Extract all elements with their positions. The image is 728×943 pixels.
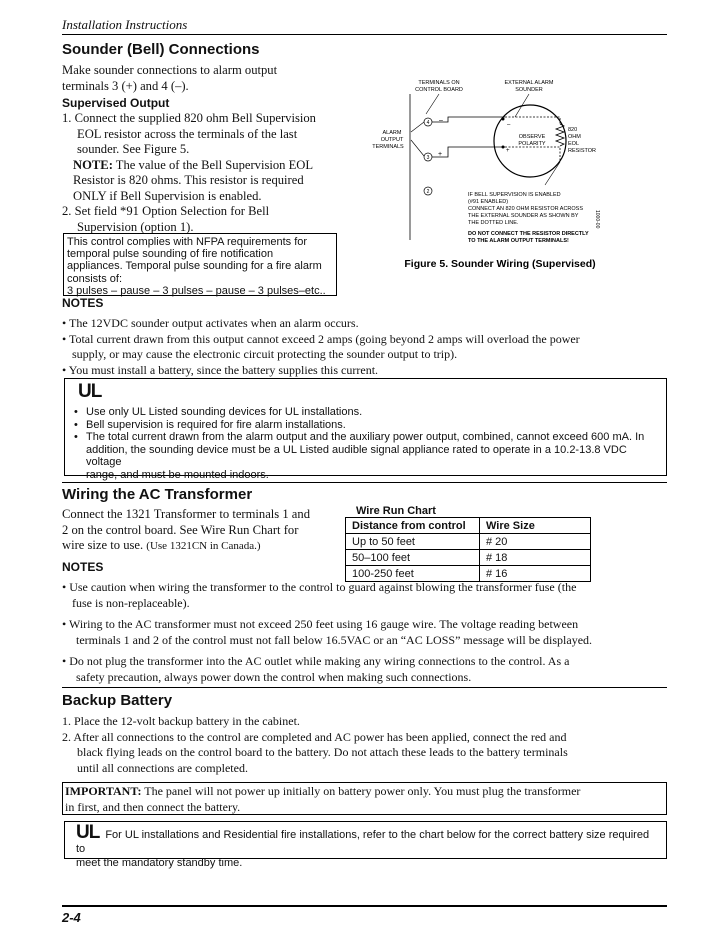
polarity-label: OBSERVE bbox=[518, 134, 546, 140]
important-label: IMPORTANT: bbox=[65, 784, 142, 798]
battery-step: 1. Place the 12-volt backup battery in the cabinet. bbox=[62, 714, 300, 728]
alarm-output-label: TERMINALS bbox=[372, 144, 404, 150]
ac-intro-line bbox=[62, 538, 310, 555]
note-label: NOTE: bbox=[73, 157, 113, 172]
ac-notes bbox=[62, 580, 672, 685]
alarm-output-label: OUTPUT bbox=[380, 137, 404, 143]
supervised-output-heading: Supervised Output bbox=[62, 96, 170, 110]
ul-requirements-list bbox=[74, 406, 659, 481]
supervision-note: THE DOTTED LINE. bbox=[468, 220, 519, 226]
wire-chart-row bbox=[346, 534, 591, 550]
battery-step: black flying leads on the control board to the battery. Do not attach these leads to the battery terminals bbox=[77, 745, 568, 759]
bullet: • bbox=[74, 406, 78, 418]
terminals-label: CONTROL BOARD bbox=[415, 87, 463, 93]
resistor-label: 820 bbox=[568, 127, 578, 133]
sounder-minus: – bbox=[507, 122, 511, 128]
sounder-label: SOUNDER bbox=[515, 87, 543, 93]
ul-logo: UL bbox=[78, 381, 102, 402]
supervision-note: (#91 ENABLED) bbox=[468, 199, 509, 205]
important-text: in first, and then connect the battery. bbox=[65, 799, 241, 814]
important-box bbox=[62, 782, 667, 815]
ac-notes-heading: NOTES bbox=[62, 560, 104, 574]
supervision-note: THE EXTERNAL SOUNDER AS SHOWN BY bbox=[468, 213, 579, 219]
nfpa-text: consists of: bbox=[67, 272, 123, 285]
wire-chart-cell: 100-250 feet bbox=[346, 566, 480, 582]
ul-battery-line: meet the mandatory standby time. bbox=[76, 857, 243, 869]
running-header: Installation Instructions bbox=[62, 17, 188, 32]
terminal-2-label: 2 bbox=[426, 189, 430, 195]
note-item: fuse is non-replaceable). bbox=[72, 595, 190, 610]
note-item: • Use caution when wiring the transformer to the control to guard against blowing the transformer fuse (the bbox=[62, 580, 577, 594]
sounder-heading: Sounder (Bell) Connections bbox=[62, 41, 260, 58]
wire-chart-row bbox=[346, 550, 591, 566]
ul-item bbox=[74, 431, 659, 481]
figure-code: 1000-00 bbox=[594, 210, 600, 229]
sounder-intro bbox=[62, 63, 277, 94]
ul-item-text: Use only UL Listed sounding devices for UL installations. bbox=[86, 406, 363, 418]
sounder-notes bbox=[62, 316, 672, 378]
polarity-label: POLARITY bbox=[518, 141, 546, 147]
wire-run-chart bbox=[345, 517, 591, 582]
battery-step: 2. After all connections to the control are completed and AC power has been applied, connect the red and bbox=[62, 729, 567, 744]
ac-intro-line: Connect the 1321 Transformer to terminals 1 and bbox=[62, 507, 310, 521]
battery-heading: Backup Battery bbox=[62, 692, 173, 709]
header-rule bbox=[62, 34, 667, 35]
step-2-line: Supervision (option 1). bbox=[77, 219, 194, 234]
sounder-label: EXTERNAL ALARM bbox=[504, 80, 554, 86]
sounder-terminal-dot bbox=[502, 118, 505, 121]
ul-item-line: The total current drawn from the alarm output and the auxiliary power output, combined, cannot exceed 600 mA. In bbox=[86, 431, 645, 443]
ac-heading: Wiring the AC Transformer bbox=[62, 486, 253, 503]
sounder-notes-heading: NOTES bbox=[62, 296, 104, 310]
battery-step: until all connections are completed. bbox=[77, 760, 248, 775]
pointer-line bbox=[411, 140, 424, 156]
canada-note: (Use 1321CN in Canada.) bbox=[146, 540, 261, 552]
ul-item-text bbox=[86, 431, 659, 481]
wire-chart-cell: 50–100 feet bbox=[346, 550, 480, 566]
nfpa-text: This control complies with NFPA requirements for bbox=[67, 236, 308, 248]
ul-item-line: addition, the sounding device must be a UL Listed audible signal appliance rated to operate in a 10.2-13.8 VDC voltage bbox=[86, 443, 627, 468]
wire-negative bbox=[432, 117, 505, 122]
wire-chart-cell: # 20 bbox=[480, 534, 591, 550]
note-item: • The 12VDC sounder output activates when an alarm occurs. bbox=[62, 316, 359, 330]
supervision-note: IF BELL SUPERVISION IS ENABLED bbox=[468, 192, 561, 198]
resistor-label: RESISTOR bbox=[568, 148, 597, 154]
resistor-dotted-wire bbox=[505, 147, 560, 162]
alarm-output-label: ALARM bbox=[382, 130, 402, 136]
bullet: • bbox=[74, 418, 78, 431]
resistor-dotted-wire bbox=[505, 117, 560, 124]
ac-section-rule bbox=[62, 482, 667, 483]
battery-steps bbox=[62, 714, 672, 776]
sounder-terminal-dot bbox=[502, 146, 505, 149]
ul-logo: UL bbox=[76, 822, 100, 843]
plus-sign: + bbox=[438, 151, 443, 158]
wire-chart-cell: # 16 bbox=[480, 566, 591, 582]
ul-box-battery bbox=[64, 821, 667, 869]
nfpa-box bbox=[63, 233, 337, 296]
pointer-line bbox=[426, 94, 439, 114]
supervised-steps bbox=[62, 111, 347, 235]
pointer-line bbox=[545, 162, 560, 185]
wire-chart-header-row bbox=[346, 518, 591, 534]
ac-intro bbox=[62, 507, 310, 555]
resistor-label: OHM bbox=[568, 134, 581, 140]
note-item: • Wiring to the AC transformer must not exceed 250 feet using 16 gauge wire. The voltage reading between bbox=[62, 617, 579, 631]
ul-box-sounder bbox=[64, 378, 667, 481]
note-item: • Do not plug the transformer into the AC outlet while making any wiring connections to the control. As a bbox=[62, 654, 570, 668]
terminal-3-label: 3 bbox=[426, 155, 430, 161]
nfpa-text: 3 pulses – pause – 3 pulses – pause – 3 pulses–etc.. bbox=[67, 284, 326, 297]
note-text: Resistor is 820 ohms. This resistor is required bbox=[73, 173, 304, 187]
wire-positive bbox=[432, 147, 505, 157]
wire-run-chart-title: Wire Run Chart bbox=[356, 505, 436, 517]
step-1-line: EOL resistor across the terminals of the last bbox=[77, 126, 298, 141]
ul-item-text: Bell supervision is required for fire alarm installations. bbox=[86, 418, 346, 431]
minus-sign: – bbox=[439, 117, 443, 124]
terminals-label: TERMINALS ON bbox=[418, 80, 460, 86]
ul-battery-line: For UL installations and Residential fire installations, refer to the chart below for the correct battery size required to bbox=[76, 829, 650, 855]
note-text: ONLY if Bell Supervision is enabled. bbox=[73, 188, 262, 203]
page-number: 2-4 bbox=[62, 910, 81, 925]
note-item: • Total current drawn from this output cannot exceed 2 amps (going beyond 2 amps will overload the power bbox=[62, 331, 580, 346]
wire-chart-cell: # 18 bbox=[480, 550, 591, 566]
sounder-intro-line: terminals 3 (+) and 4 (–). bbox=[62, 78, 189, 93]
bell-note bbox=[62, 158, 347, 174]
important-text: The panel will not power up initially on battery power only. You must plug the transformer bbox=[141, 784, 581, 798]
battery-section-rule bbox=[62, 687, 667, 688]
step-2-line: 2. Set field *91 Option Selection for Bell bbox=[62, 204, 270, 218]
terminal-4-label: 4 bbox=[426, 120, 430, 126]
nfpa-text: appliances. Temporal pulse sounding for a fire alarm bbox=[67, 260, 322, 273]
resistor-warning: DO NOT CONNECT THE RESISTOR DIRECTLY bbox=[468, 231, 589, 237]
ac-intro-line: 2 on the control board. See Wire Run Chart for bbox=[62, 522, 299, 537]
footer-rule bbox=[62, 905, 667, 907]
pointer-line bbox=[411, 122, 424, 132]
figure-caption: Figure 5. Sounder Wiring (Supervised) bbox=[404, 258, 596, 270]
ul-battery-text bbox=[76, 822, 661, 870]
ul-item-line: range, and must be mounted indoors. bbox=[86, 468, 269, 481]
note-item: safety precaution, always power down the control when making such connections. bbox=[76, 669, 472, 684]
resistor-warning: TO THE ALARM OUTPUT TERMINALS! bbox=[468, 238, 569, 244]
ul-item bbox=[74, 419, 659, 432]
wire-chart-header: Wire Size bbox=[480, 518, 591, 534]
wire-chart-header: Distance from control bbox=[346, 518, 480, 534]
note-item: terminals 1 and 2 of the control must not fall below 16.5VAC or an “AC LOSS” message will be displayed. bbox=[76, 632, 593, 647]
bullet: • bbox=[74, 431, 78, 443]
sounder-plus: + bbox=[506, 148, 510, 154]
note-item: • You must install a battery, since the battery supplies this current. bbox=[62, 362, 379, 377]
supervision-note: CONNECT AN 820 OHM RESISTOR ACROSS bbox=[468, 206, 584, 212]
wire-chart-cell: Up to 50 feet bbox=[346, 534, 480, 550]
note-item: supply, or may cause the electronic circuit protecting the sounder output to trip). bbox=[72, 347, 458, 361]
ul-item bbox=[74, 406, 659, 419]
sounder-wiring-diagram bbox=[340, 62, 660, 277]
sounder-intro-line: Make sounder connections to alarm output bbox=[62, 63, 278, 77]
nfpa-text: temporal pulse sounding of fire notification bbox=[67, 248, 274, 261]
step-1-line: 1. Connect the supplied 820 ohm Bell Supervision bbox=[62, 111, 316, 125]
step-1-line: sounder. See Figure 5. bbox=[77, 142, 190, 156]
important-line bbox=[65, 784, 664, 800]
resistor-label: EOL bbox=[568, 141, 580, 147]
note-text: The value of the Bell Supervision EOL bbox=[112, 157, 314, 172]
ac-intro-text: wire size to use. bbox=[62, 538, 147, 552]
